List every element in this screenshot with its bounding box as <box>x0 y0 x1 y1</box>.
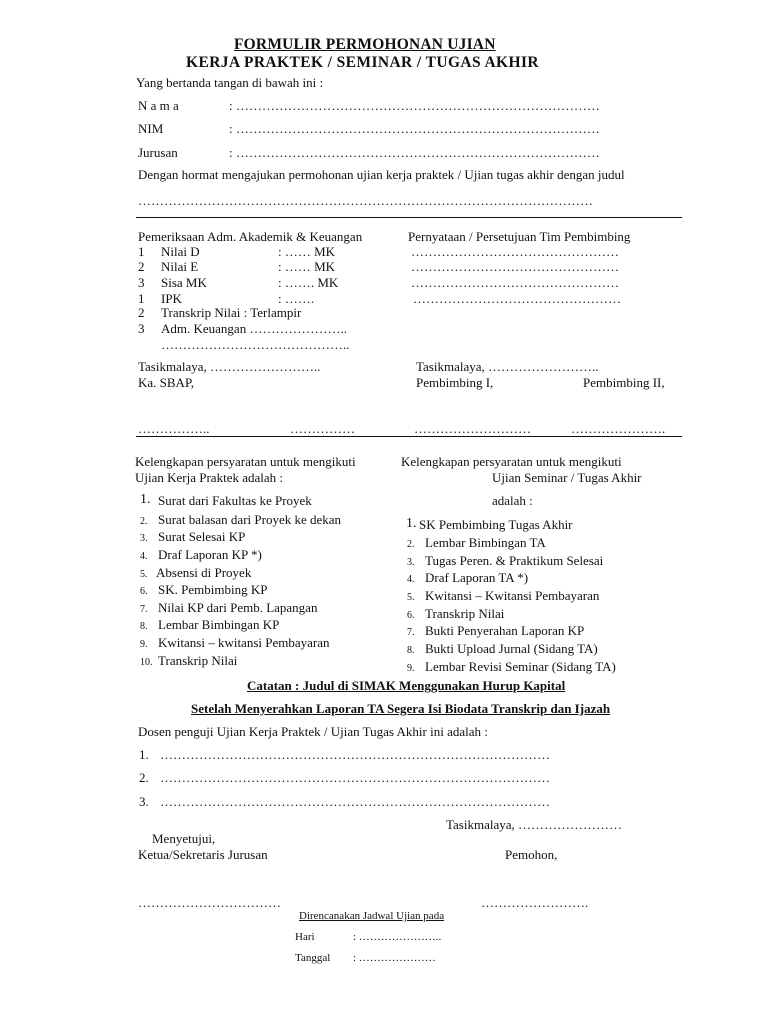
ta-item-num: 3. <box>407 557 415 568</box>
adm-row-label: Nilai E <box>161 259 199 274</box>
field-nim-value[interactable]: : ………………………………………………………………………… <box>229 121 600 136</box>
kp-item-num: 7. <box>140 604 148 615</box>
footer-place-date: Tasikmalaya, …………………… <box>446 817 623 832</box>
ta-item-num: 1. <box>406 516 417 531</box>
ta-item-num: 5. <box>407 592 415 603</box>
ta-item: Tugas Peren. & Praktikum Selesai <box>425 553 604 568</box>
kp-item-num: 9. <box>140 639 148 650</box>
approval-sig-dots[interactable]: ……………………… <box>414 421 531 436</box>
kp-item-num: 10. <box>140 657 153 668</box>
ta-item-num: 2. <box>407 539 415 550</box>
adm-row-num: 3 <box>138 275 145 290</box>
field-jurusan-value[interactable]: : ………………………………………………………………………… <box>229 145 600 160</box>
adm-row-value[interactable]: : …… MK <box>278 259 336 274</box>
kp-item: SK. Pembimbing KP <box>158 582 268 597</box>
approval-line[interactable]: ………………………………………… <box>411 244 619 259</box>
approve-label: Menyetujui, <box>152 831 216 846</box>
examiners-intro: Dosen penguji Ujian Kerja Praktek / Ujian Tugas Akhir ini adalah : <box>138 724 488 739</box>
request-text: Dengan hormat mengajukan permohonan ujian kerja praktek / Ujian tugas akhir dengan judul <box>138 167 625 182</box>
note-biodata: Setelah Menyerahkan Laporan TA Segera Isi Biodata Transkrip dan Ijazah <box>191 701 611 716</box>
field-name-value[interactable]: : ………………………………………………………………………… <box>229 98 600 113</box>
approval-signer-2: Pembimbing II, <box>583 375 665 390</box>
approver-sig-dots[interactable]: …………………………… <box>138 895 281 910</box>
kp-heading-1: Kelengkapan persyaratan untuk mengikuti <box>135 454 356 469</box>
ta-heading-3: adalah : <box>492 493 533 508</box>
ta-heading-2: Ujian Seminar / Tugas Akhir <box>492 470 642 485</box>
approval-place-date: Tasikmalaya, …………………….. <box>416 359 599 374</box>
adm-row-num: 1 <box>138 244 145 259</box>
kp-heading-2: Ujian Kerja Praktek adalah : <box>135 470 283 485</box>
applicant-sig-dots[interactable]: ……………………. <box>481 895 589 910</box>
kp-item: Surat balasan dari Proyek ke dekan <box>158 512 342 527</box>
adm-signer: Ka. SBAP, <box>138 375 194 390</box>
ta-item-num: 7. <box>407 627 415 638</box>
title-dots[interactable]: …………………………………………………………………………………………… <box>138 193 593 208</box>
form-subtitle: KERJA PRAKTEK / SEMINAR / TUGAS AKHIR <box>186 54 539 71</box>
adm-row-num: 3 <box>138 321 145 336</box>
adm-row-num: 2 <box>138 305 145 320</box>
adm-row-label: Transkrip Nilai : Terlampir <box>161 305 302 320</box>
approval-heading: Pernyataan / Persetujuan Tim Pembimbing <box>408 229 631 244</box>
kp-item: Draf Laporan KP *) <box>158 547 262 562</box>
schedule-hari-label: Hari <box>295 931 315 943</box>
adm-row-value[interactable]: : ……. <box>278 291 315 306</box>
ta-item-num: 4. <box>407 574 415 585</box>
kp-item-num: 1. <box>140 492 151 507</box>
divider-top <box>136 217 682 218</box>
approval-line[interactable]: ………………………………………… <box>411 259 619 274</box>
ta-item: Bukti Penyerahan Laporan KP <box>425 623 585 638</box>
kp-item: Surat Selesai KP <box>158 529 246 544</box>
adm-row-num: 2 <box>138 259 145 274</box>
field-name-label: N a m a <box>138 98 179 113</box>
examiner-num: 1. <box>139 747 149 762</box>
kp-item-num: 2. <box>140 516 148 527</box>
adm-sig-dots[interactable]: …………….. <box>138 421 210 436</box>
kp-item: Absensi di Proyek <box>156 565 252 580</box>
adm-heading: Pemeriksaan Adm. Akademik & Keuangan <box>138 229 363 244</box>
field-nim-label: NIM <box>138 121 164 136</box>
ta-item: Kwitansi – Kwitansi Pembayaran <box>425 588 600 603</box>
adm-row-value[interactable]: : …… MK <box>278 244 336 259</box>
approval-line[interactable]: ………………………………………… <box>413 291 621 306</box>
ta-item: Lembar Bimbingan TA <box>425 535 546 550</box>
approval-line[interactable]: ………………………………………… <box>411 275 619 290</box>
examiner-dots[interactable]: ……………………………………………………………………………… <box>160 747 550 762</box>
kp-item: Lembar Bimbingan KP <box>158 617 280 632</box>
ta-item: Transkrip Nilai <box>425 606 505 621</box>
adm-cont-dots[interactable]: …………………………………….. <box>161 337 350 352</box>
field-jurusan-label: Jurusan <box>138 145 178 160</box>
adm-row-num: 1 <box>138 291 145 306</box>
kp-item: Kwitansi – kwitansi Pembayaran <box>158 635 330 650</box>
ta-item: SK Pembimbing Tugas Akhir <box>419 517 573 532</box>
ta-item-num: 6. <box>407 610 415 621</box>
intro-text: Yang bertanda tangan di bawah ini : <box>136 75 324 90</box>
kp-item: Surat dari Fakultas ke Proyek <box>158 493 312 508</box>
ta-item-num: 9. <box>407 663 415 674</box>
kp-item: Transkrip Nilai <box>158 653 238 668</box>
adm-row-label: IPK <box>161 291 182 306</box>
schedule-tanggal-label: Tanggal <box>295 952 331 964</box>
adm-row-label: Sisa MK <box>161 275 207 290</box>
adm-place-date: Tasikmalaya, …………………….. <box>138 359 321 374</box>
examiner-dots[interactable]: ……………………………………………………………………………… <box>160 794 550 809</box>
examiner-dots[interactable]: ……………………………………………………………………………… <box>160 770 550 785</box>
applicant-label: Pemohon, <box>505 847 558 862</box>
schedule-hari-value[interactable]: : ………………….. <box>353 931 442 943</box>
examiner-num: 2. <box>139 770 149 785</box>
approval-sig-dots[interactable]: …………………. <box>571 421 666 436</box>
ta-item: Lembar Revisi Seminar (Sidang TA) <box>425 659 616 674</box>
ta-heading-1: Kelengkapan persyaratan untuk mengikuti <box>401 454 622 469</box>
ta-item: Bukti Upload Jurnal (Sidang TA) <box>425 641 598 656</box>
schedule-title: Direncanakan Jadwal Ujian pada <box>299 910 445 922</box>
kp-item-num: 6. <box>140 586 148 597</box>
adm-row-value[interactable]: : ……. MK <box>278 275 339 290</box>
form-title: FORMULIR PERMOHONAN UJIAN <box>234 36 496 53</box>
schedule-tanggal-value[interactable]: : ………………… <box>353 952 436 964</box>
adm-row-label[interactable]: Adm. Keuangan ………………….. <box>161 321 347 336</box>
note-simak: Catatan : Judul di SIMAK Menggunakan Hurup Kapital <box>247 678 566 693</box>
ta-item-num: 8. <box>407 645 415 656</box>
adm-sig-dots[interactable]: …………… <box>290 421 355 436</box>
kp-item: Nilai KP dari Pemb. Lapangan <box>158 600 318 615</box>
divider-middle <box>136 436 682 437</box>
kp-item-num: 8. <box>140 621 148 632</box>
kp-item-num: 4. <box>140 551 148 562</box>
approver-title: Ketua/Sekretaris Jurusan <box>138 847 268 862</box>
kp-item-num: 3. <box>140 533 148 544</box>
ta-item: Draf Laporan TA *) <box>425 570 529 585</box>
examiner-num: 3. <box>139 794 149 809</box>
kp-item-num: 5. <box>140 569 148 580</box>
adm-row-label: Nilai D <box>161 244 200 259</box>
approval-signer-1: Pembimbing I, <box>416 375 494 390</box>
